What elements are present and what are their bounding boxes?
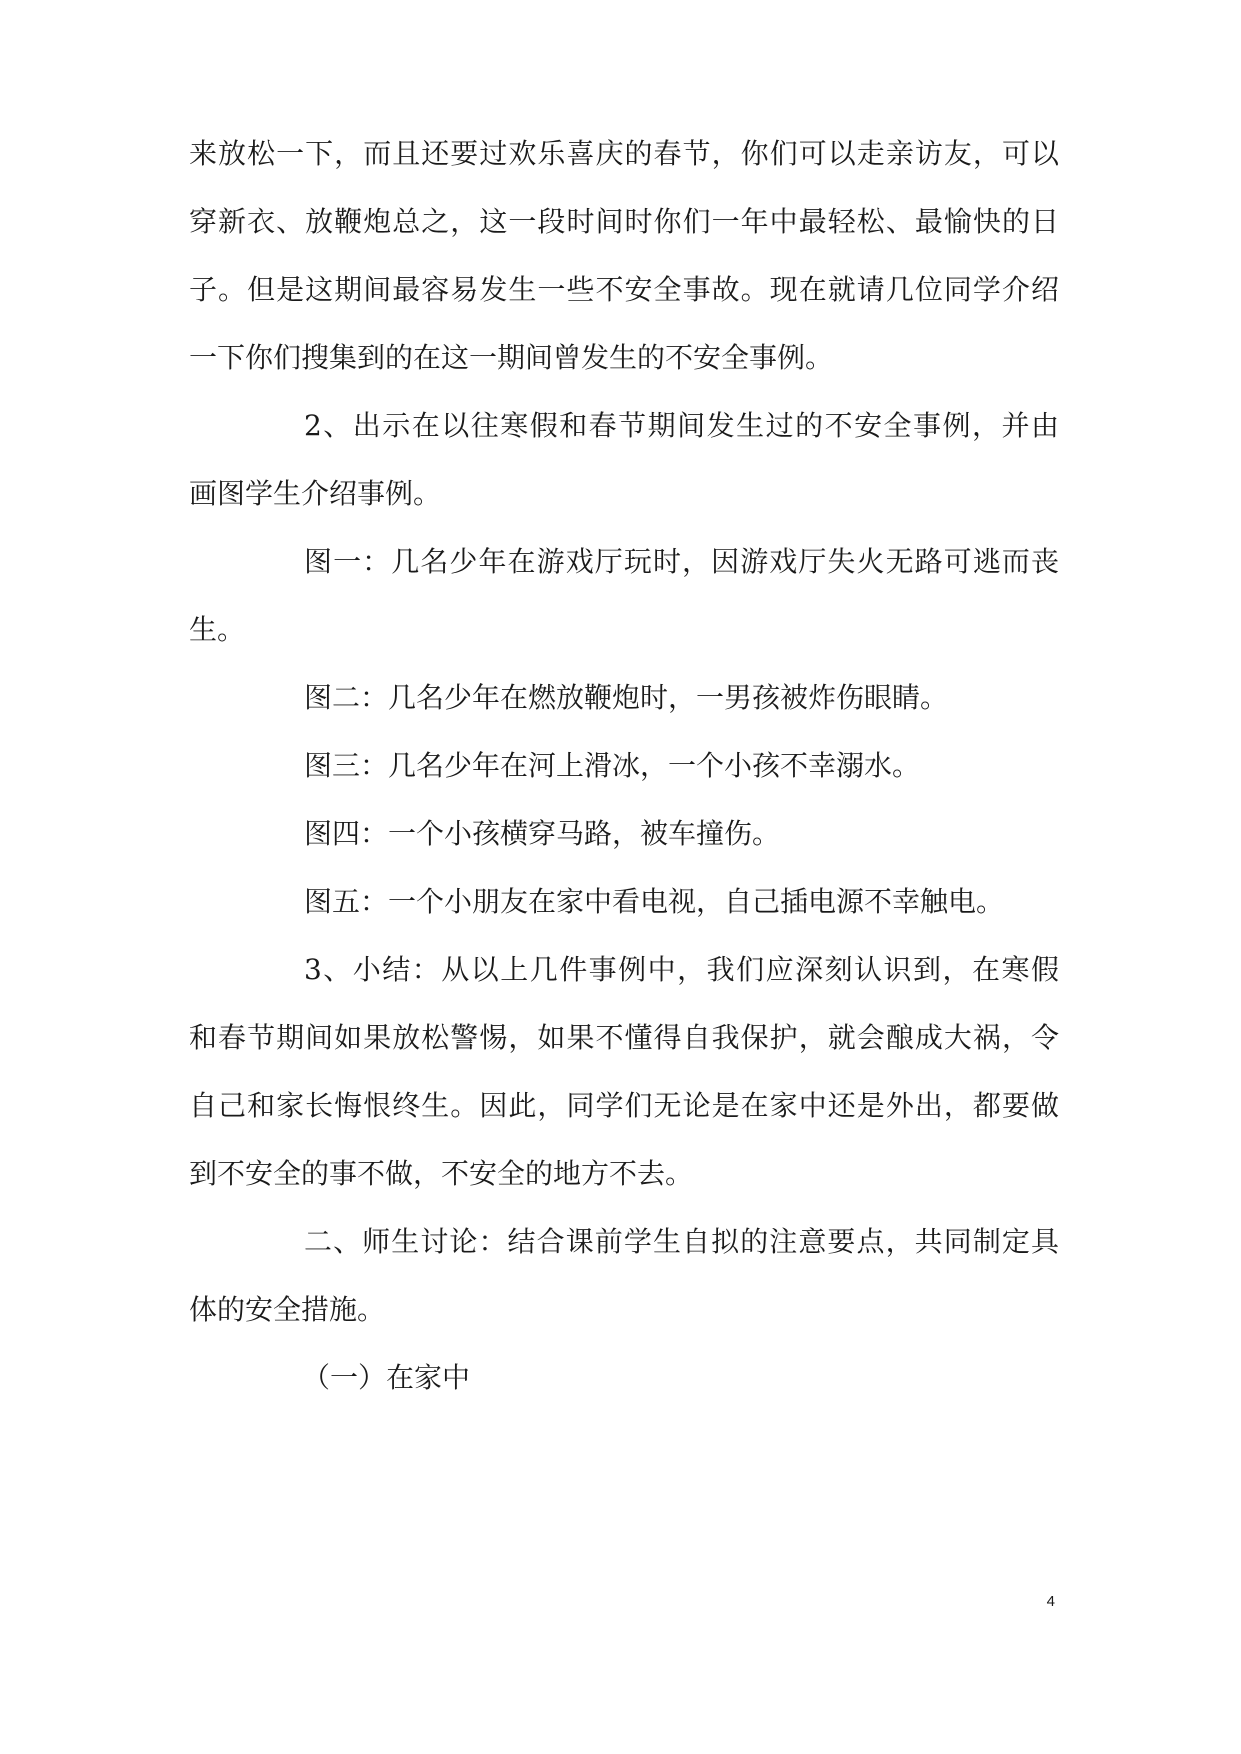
paragraph-line: 图一：几名少年在游戏厅玩时，因游戏厅失火无路可逃而丧 — [304, 545, 1059, 578]
paragraph-line: 穿新衣、放鞭炮总之，这一段时间时你们一年中最轻松、最愉快的日 — [189, 205, 1059, 238]
paragraph-line: 2、出示在以往寒假和春节期间发生过的不安全事例，并由 — [304, 409, 1059, 442]
paragraph-line: 来放松一下，而且还要过欢乐喜庆的春节，你们可以走亲访友，可以 — [189, 137, 1059, 170]
paragraph-line: 图二：几名少年在燃放鞭炮时，一男孩被炸伤眼睛。 — [304, 681, 949, 714]
paragraph-line: 自己和家长悔恨终生。因此，同学们无论是在家中还是外出，都要做 — [189, 1089, 1059, 1122]
paragraph-line: 和春节期间如果放松警惕，如果不懂得自我保护，就会酿成大祸，令 — [189, 1021, 1059, 1054]
paragraph-line: 到不安全的事不做，不安全的地方不去。 — [189, 1157, 694, 1190]
paragraph-line: 画图学生介绍事例。 — [189, 477, 442, 510]
paragraph-line: 体的安全措施。 — [189, 1293, 386, 1326]
page-number: 4 — [1046, 1593, 1055, 1610]
paragraph-line: 图四：一个小孩横穿马路，被车撞伤。 — [304, 817, 781, 850]
paragraph-line: 3、小结：从以上几件事例中，我们应深刻认识到，在寒假 — [304, 953, 1059, 986]
paragraph-line: 一下你们搜集到的在这一期间曾发生的不安全事例。 — [189, 341, 834, 374]
paragraph-line: 图三：几名少年在河上滑冰，一个小孩不幸溺水。 — [304, 749, 921, 782]
paragraph-line: 生。 — [189, 613, 246, 646]
paragraph-line: 子。但是这期间最容易发生一些不安全事故。现在就请几位同学介绍 — [189, 273, 1059, 306]
paragraph-line: 图五：一个小朋友在家中看电视，自己插电源不幸触电。 — [304, 885, 1005, 918]
paragraph-line: 二、师生讨论：结合课前学生自拟的注意要点，共同制定具 — [304, 1225, 1059, 1258]
section-heading: （一）在家中 — [302, 1361, 471, 1394]
